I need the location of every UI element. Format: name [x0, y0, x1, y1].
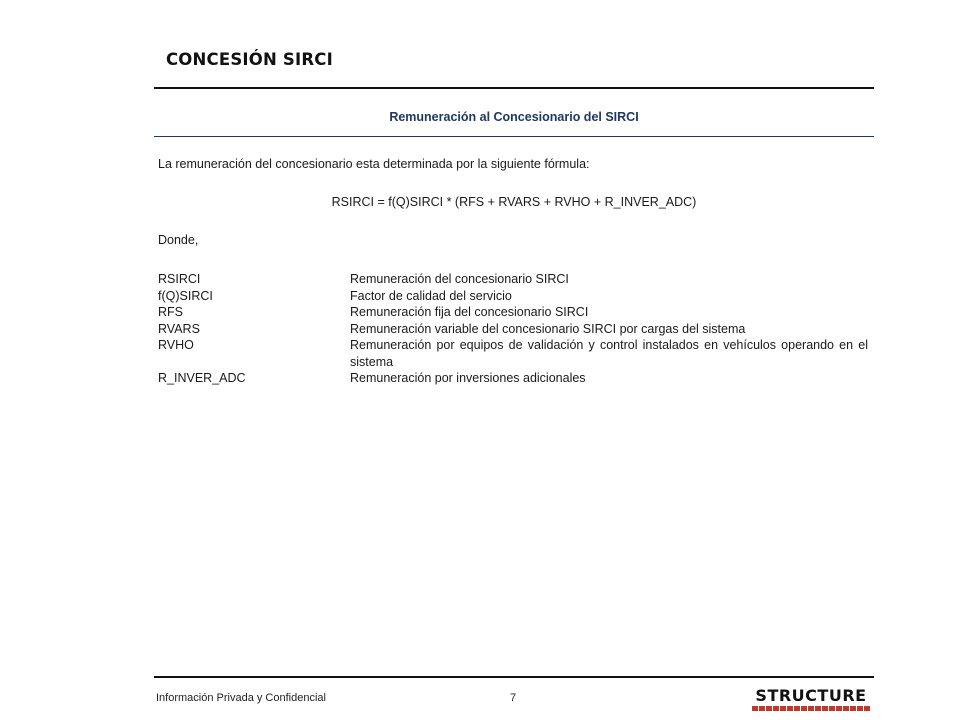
confidential-notice: Información Privada y Confidencial: [156, 692, 326, 704]
definition-term: R_INVER_ADC: [158, 371, 246, 385]
donde-label: Donde,: [158, 233, 199, 247]
formula: RSIRCI = f(Q)SIRCI * (RFS + RVARS + RVHO + R_INVER_ADC): [331, 195, 697, 209]
definition-term: RSIRCI: [158, 272, 201, 286]
logo-accent-bar: [752, 706, 870, 711]
slide-title: CONCESIÓN SIRCI: [166, 50, 333, 69]
section-subtitle: Remuneración al Concesionario del SIRCI: [389, 110, 639, 124]
subtitle-divider: [154, 136, 874, 137]
definition-description: Remuneración variable del concesionario SIRCI por cargas del sistema: [350, 321, 746, 336]
definition-row: [158, 370, 868, 387]
definition-row: [158, 271, 868, 288]
definition-row: [158, 321, 868, 338]
definitions-list: [158, 271, 868, 387]
logo-text: STRUCTURE: [755, 686, 867, 705]
footer-divider: [154, 676, 874, 678]
definition-description: Factor de calidad del servicio: [350, 288, 512, 303]
page-number: 7: [510, 692, 517, 704]
definition-term: RVARS: [158, 321, 200, 336]
definition-description: Remuneración del concesionario SIRCI: [350, 272, 569, 286]
definition-description: Remuneración por inversiones adicionales: [350, 371, 586, 385]
intro-text: La remuneración del concesionario esta determinada por la siguiente fórmula:: [158, 157, 590, 171]
definition-row: [158, 337, 868, 370]
definition-term: RFS: [158, 305, 183, 319]
definition-row: [158, 304, 868, 321]
definition-description: Remuneración por equipos de validación y control instalados en vehículos operando en el sistema: [350, 338, 868, 369]
definition-row: [158, 288, 868, 305]
definition-term: f(Q)SIRCI: [158, 288, 213, 303]
definition-term: RVHO: [158, 338, 194, 352]
definition-description: Remuneración fija del concesionario SIRCI: [350, 305, 589, 319]
structure-logo: [752, 688, 870, 711]
title-divider: [154, 87, 874, 89]
